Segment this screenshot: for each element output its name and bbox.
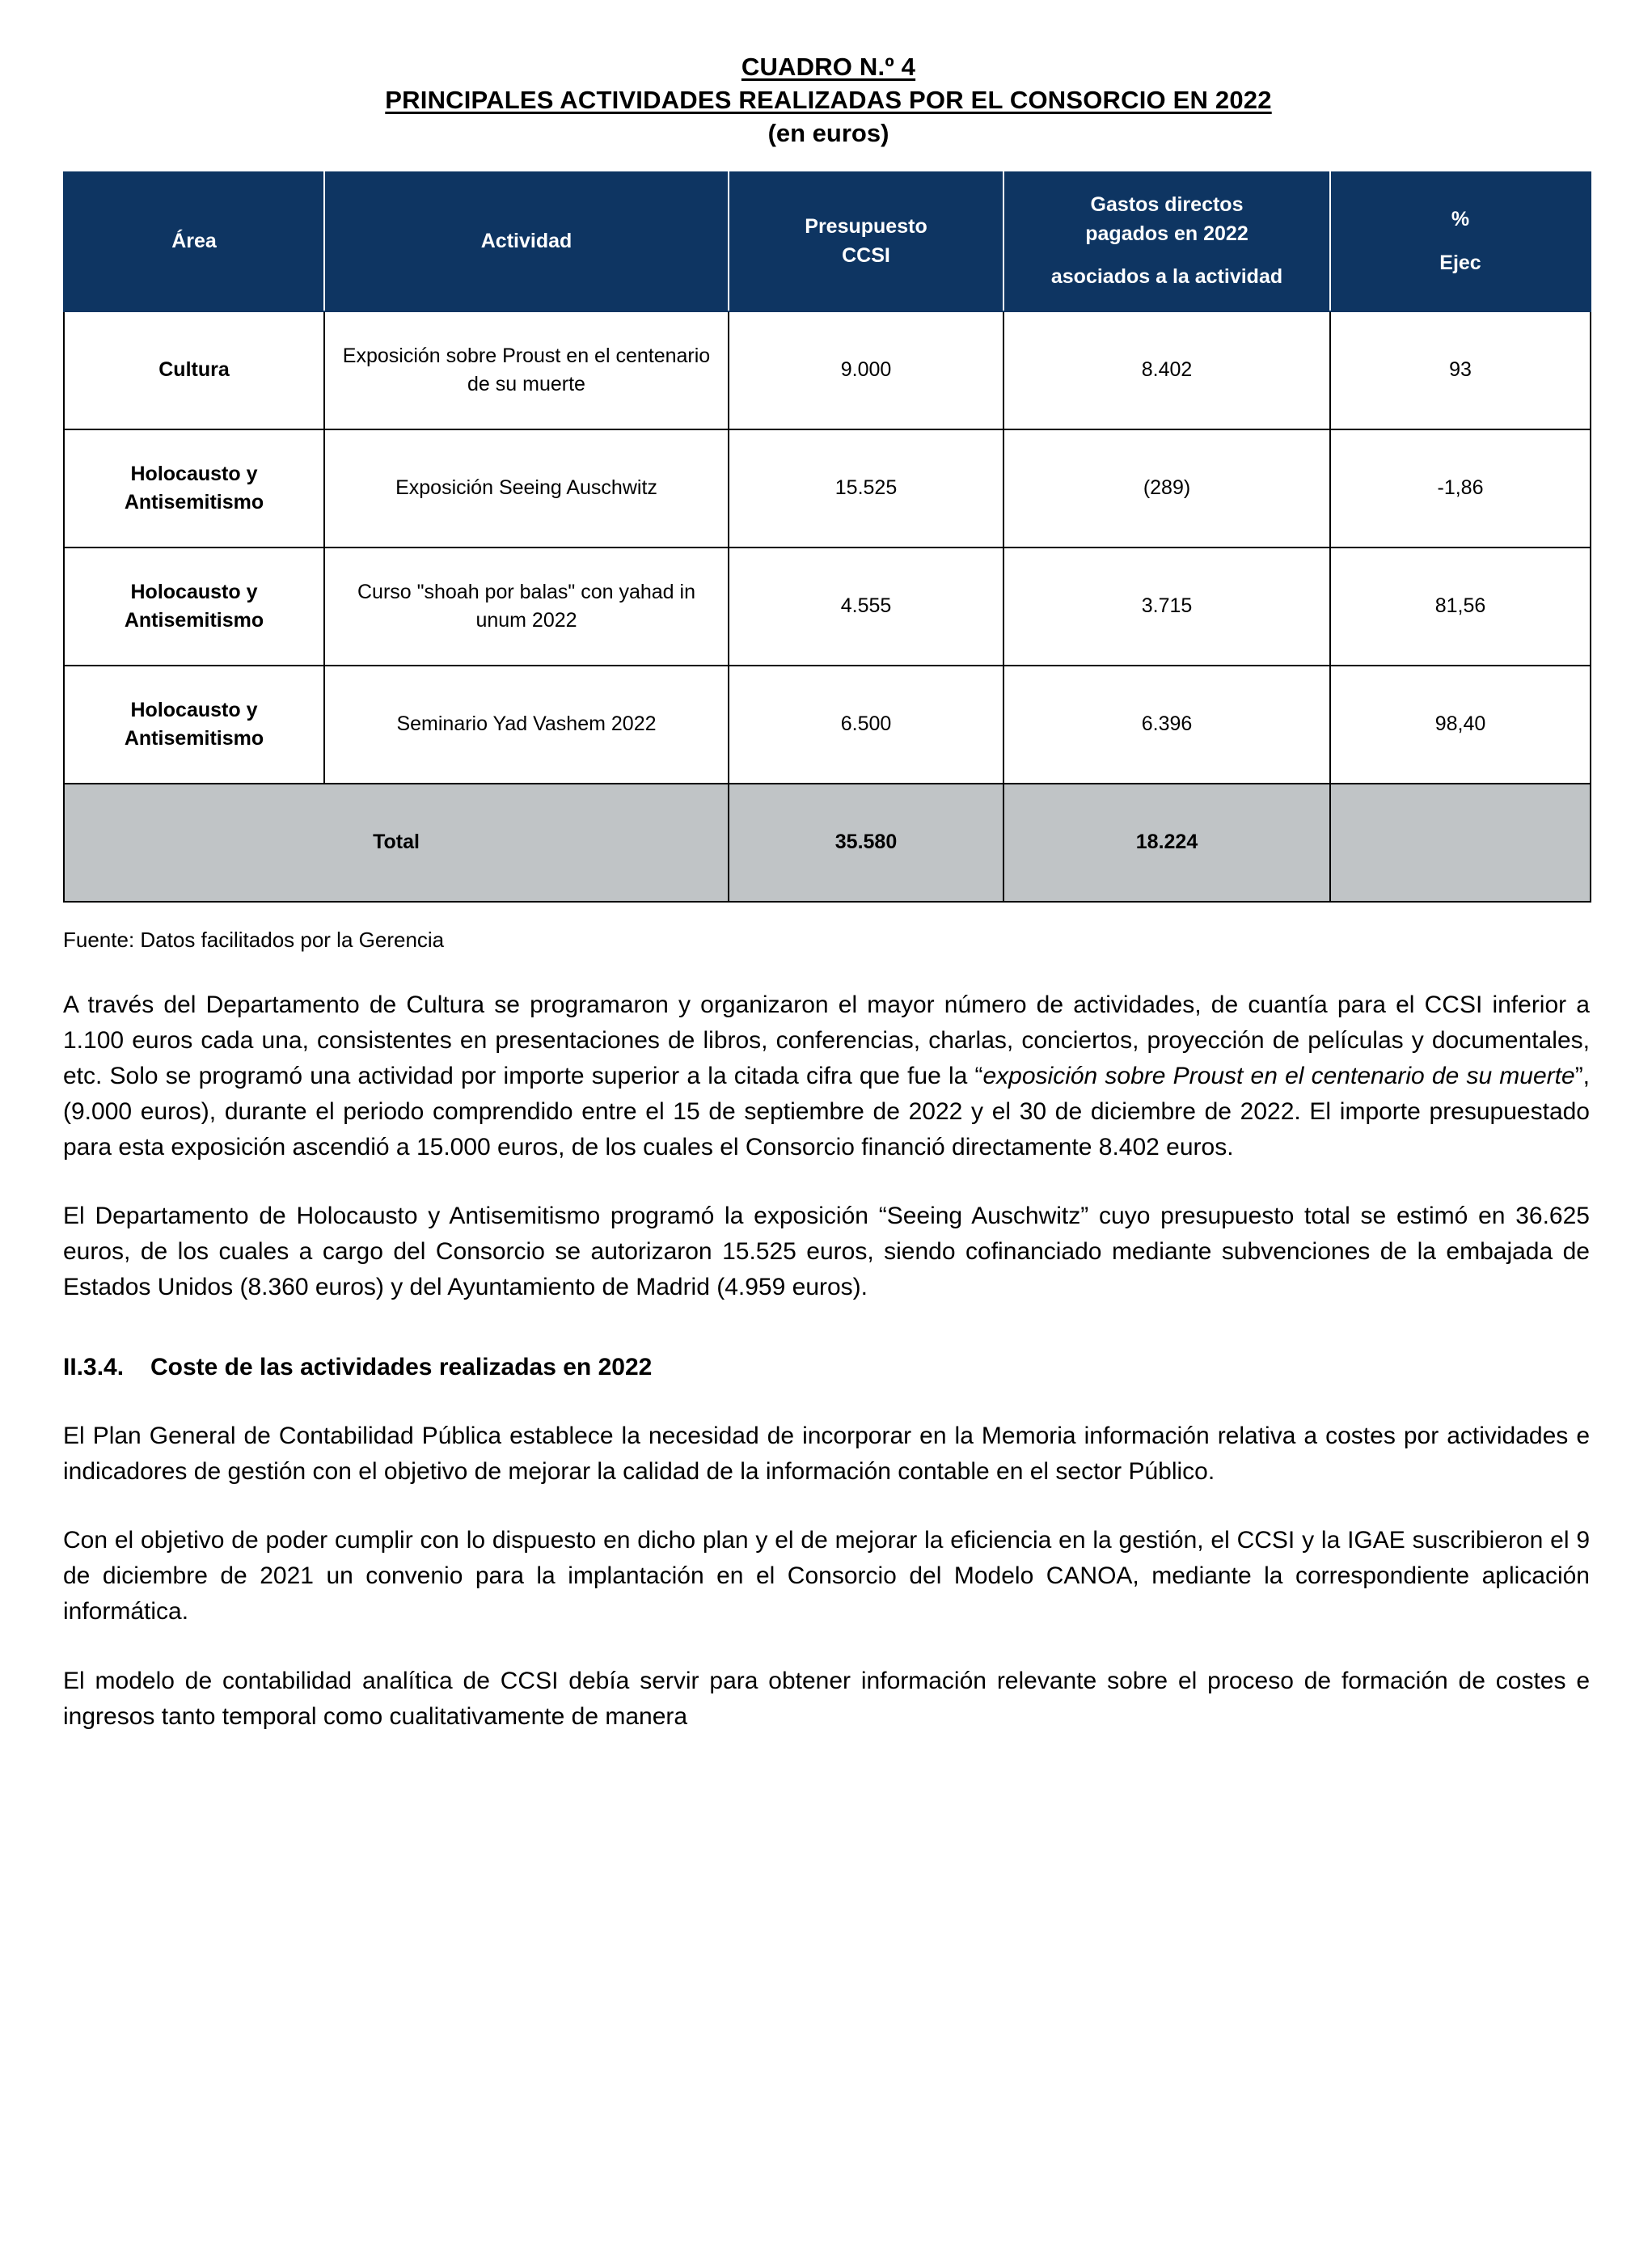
gastos-header-line3: asociados a la actividad (1050, 265, 1283, 289)
paragraph-modelo-contabilidad: El modelo de contabilidad analítica de CCSI debía servir para obtener información relevante sobre el proceso de formación de costes e ingresos tanto temporal como cualitativamente de manera (63, 1667, 1590, 1730)
paragraph-holocausto: El Departamento de Holocausto y Antisemitismo programó la exposición “Seeing Auschwitz” cuyo presupuesto total se estimó en 36.625 euros, de los cuales a cargo del Consorcio se autorizaron 15.525 euros, siendo cofinanciado mediante subvenciones de la embajada de Estados Unidos (8.360 euros) y del Ayuntamiento de Madrid (4.959 euros). (63, 1203, 1590, 1301)
paragraph-plan-general: El Plan General de Contabilidad Pública establece la necesidad de incorporar en la Memoria información relativa a costes por actividades e indicadores de gestión con el objetivo de mejorar la calidad de la información contable en el sector Público. (63, 1422, 1590, 1485)
cell-porcentaje: 93 (1330, 311, 1591, 429)
cell-presupuesto: 15.525 (729, 429, 1003, 548)
cell-total-presupuesto: 35.580 (729, 784, 1003, 902)
table-header-row (64, 172, 1591, 311)
cuadro-units-label: (en euros) (767, 119, 889, 148)
cell-total-label: Total (64, 784, 729, 902)
cuadro-number-label: CUADRO N.º 4 (741, 53, 916, 81)
cell-actividad: Exposición sobre Proust en el centenario de su muerte (324, 311, 729, 429)
paragraph-cultura-part2: ”, (9.000 euros), durante el periodo comprendido entre el 15 de septiembre de 2022 y el 30 de diciembre de 2022. El importe presupuestado para esta exposición ascendió a 15.000 euros, de los cuales el Consorcio financió directamente 8.402 euros. (63, 1063, 1591, 1161)
presupuesto-header-line1: Presupuesto (805, 215, 927, 239)
cell-total-gastos: 18.224 (1003, 784, 1330, 902)
column-header-actividad: Actividad (324, 172, 729, 311)
cell-gastos: 8.402 (1003, 311, 1330, 429)
cell-gastos: 3.715 (1003, 548, 1330, 666)
table-source-note: Fuente: Datos facilitados por la Gerencia (63, 927, 445, 952)
cell-area: Holocausto y Antisemitismo (64, 429, 324, 548)
table-row (64, 548, 1591, 666)
pct-header-line2: Ejec (1439, 251, 1481, 274)
gastos-header-line2: pagados en 2022 (1085, 222, 1249, 245)
pct-header-line1: % (1451, 208, 1470, 231)
cuadro-title-line1 (63, 50, 1594, 83)
cell-area: Holocausto y Antisemitismo (64, 666, 324, 784)
cell-actividad: Seminario Yad Vashem 2022 (324, 666, 729, 784)
table-total-row (64, 784, 1591, 902)
table-title-block (63, 50, 1594, 150)
cell-area: Cultura (64, 311, 324, 429)
table-row (64, 429, 1591, 548)
gastos-header-spacer (1016, 248, 1318, 263)
cuadro-title-line2 (63, 83, 1594, 116)
cell-area: Holocausto y Antisemitismo (64, 548, 324, 666)
activities-table (63, 171, 1591, 903)
column-header-porcentaje-ejecucion (1330, 172, 1591, 311)
column-header-presupuesto (729, 172, 1003, 311)
column-header-gastos-directos (1003, 172, 1330, 311)
section-number: II.3.4. (63, 1353, 125, 1380)
cuadro-subject-label: PRINCIPALES ACTIVIDADES REALIZADAS POR EL CONSORCIO EN 2022 (385, 86, 1272, 115)
cell-actividad: Exposición Seeing Auschwitz (324, 429, 729, 548)
cell-gastos: 6.396 (1003, 666, 1330, 784)
table-row (64, 666, 1591, 784)
cell-presupuesto: 4.555 (729, 548, 1003, 666)
cell-actividad: Curso "shoah por balas" con yahad in unum 2022 (324, 548, 729, 666)
paragraph-cultura (63, 987, 1590, 1165)
cell-presupuesto: 9.000 (729, 311, 1003, 429)
table-header (64, 172, 1591, 311)
paragraph-canoa: Con el objetivo de poder cumplir con lo dispuesto en dicho plan y el de mejorar la eficiencia en la gestión, el CCSI y la IGAE suscribieron el 9 de diciembre de 2021 un convenio para la implantación en el Consorcio del Modelo CANOA, mediante la correspondiente aplicación informática. (63, 1527, 1590, 1626)
section-heading-ii-3-4 (63, 1351, 1594, 1385)
cell-presupuesto: 6.500 (729, 666, 1003, 784)
cell-porcentaje: 98,40 (1330, 666, 1591, 784)
presupuesto-header-line2: CCSI (842, 243, 890, 267)
cell-porcentaje: -1,86 (1330, 429, 1591, 548)
paragraph-cultura-italic-title: exposición sobre Proust en el centenario de su muerte (982, 1063, 1575, 1090)
gastos-header-line1: Gastos directos (1090, 193, 1244, 217)
pct-header-spacer (1342, 235, 1578, 249)
cell-porcentaje: 81,56 (1330, 548, 1591, 666)
table-body (64, 311, 1591, 902)
paragraph-cultura-part1: A través del Departamento de Cultura se programaron y organizaron el mayor número de actividades, de cuantía para el CCSI inferior a 1.100 euros cada una, consistentes en presentaciones de libros, conferencias, charlas, conciertos, proyección de películas y documentales, etc. Solo se programó una actividad por importe superior a la citada cifra que fue la “ (63, 991, 1590, 1090)
column-header-area: Área (64, 172, 324, 311)
cell-gastos: (289) (1003, 429, 1330, 548)
cell-total-porcentaje (1330, 784, 1591, 902)
section-title: Coste de las actividades realizadas en 2022 (150, 1353, 653, 1380)
table-row (64, 311, 1591, 429)
